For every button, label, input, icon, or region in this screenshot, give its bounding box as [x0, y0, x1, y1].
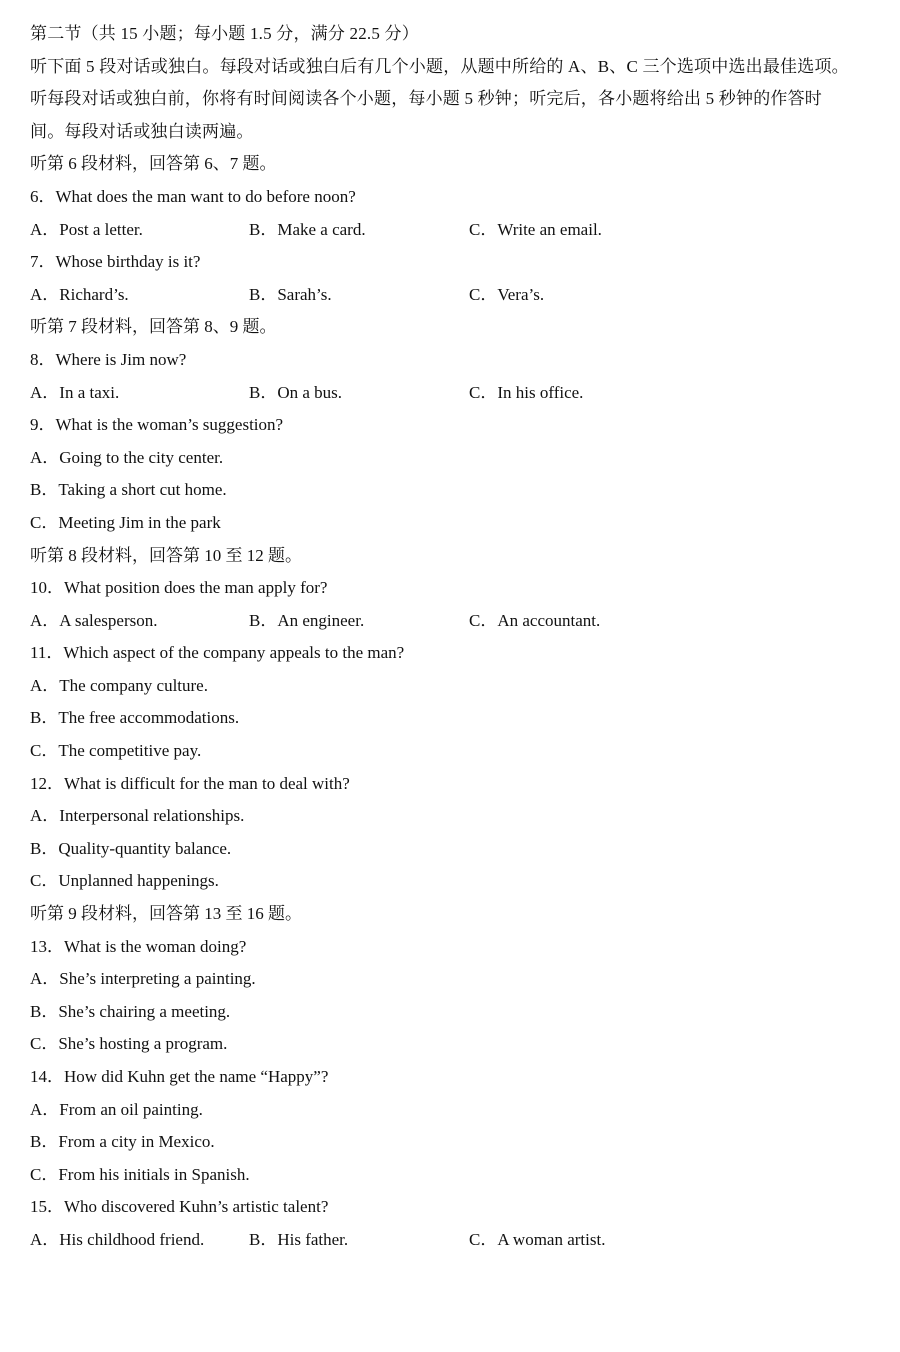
question-10-option-c[interactable]: C．An accountant.	[469, 610, 601, 630]
question-6-options	[30, 214, 880, 247]
question-15-option-b[interactable]: B．His father.	[249, 1229, 349, 1249]
question-9-option-c[interactable]: C．Meeting Jim in the park	[30, 512, 221, 532]
group-heading-8: 听第 8 段材料，回答第 10 至 12 题。	[30, 545, 302, 565]
question-6-option-c[interactable]: C．Write an email.	[469, 219, 602, 239]
instructions-line-1: 听下面 5 段对话或独白。每段对话或独白后有几个小题，从题中所给的 A、B、C 三个选项中选出最佳选项。	[30, 56, 849, 76]
question-15-stem: 15．Who discovered Kuhn’s artistic talent?	[30, 1197, 329, 1217]
instructions-line-3: 间。每段对话或独白读两遍。	[30, 121, 254, 141]
question-8-option-c[interactable]: C．In his office.	[469, 382, 584, 402]
question-12-option-a[interactable]: A．Interpersonal relationships.	[30, 806, 245, 826]
question-15-option-c[interactable]: C．A woman artist.	[469, 1229, 606, 1249]
question-12-option-c[interactable]: C．Unplanned happenings.	[30, 871, 219, 891]
question-13-stem: 13．What is the woman doing?	[30, 936, 247, 956]
group-heading-9: 听第 9 段材料，回答第 13 至 16 题。	[30, 904, 302, 924]
question-7-option-c[interactable]: C．Vera’s.	[469, 284, 545, 304]
question-6-option-b[interactable]: B．Make a card.	[249, 219, 366, 239]
question-13-option-c[interactable]: C．She’s hosting a program.	[30, 1034, 228, 1054]
question-6-option-a[interactable]: A．Post a letter.	[30, 219, 143, 239]
question-14-option-b[interactable]: B．From a city in Mexico.	[30, 1132, 215, 1152]
question-14-stem: 14．How did Kuhn get the name “Happy”?	[30, 1067, 329, 1086]
section-header: 第二节（共 15 小题；每小题 1.5 分，满分 22.5 分）	[30, 24, 419, 43]
question-7-option-a[interactable]: A．Richard’s.	[30, 284, 129, 304]
question-9-stem: 9．What is the woman’s suggestion?	[30, 415, 284, 435]
instructions-line-2: 听每段对话或独白前，你将有时间阅读各个小题，每小题 5 秒钟；听完后，各小题将给出 5 秒钟的作答时	[30, 89, 822, 109]
exam-page	[30, 18, 880, 1257]
question-7-option-b[interactable]: B．Sarah’s.	[249, 284, 332, 304]
question-8-option-b[interactable]: B．On a bus.	[249, 382, 343, 402]
question-10-options	[30, 605, 880, 638]
question-13-option-b[interactable]: B．She’s chairing a meeting.	[30, 1001, 231, 1021]
question-12-option-b[interactable]: B．Quality-quantity balance.	[30, 838, 232, 858]
question-12-stem: 12．What is difficult for the man to deal with?	[30, 773, 350, 793]
question-6-stem: 6．What does the man want to do before noon?	[30, 186, 356, 206]
question-14-option-a[interactable]: A．From an oil painting.	[30, 1099, 203, 1119]
question-7-options	[30, 279, 880, 312]
question-9-option-a[interactable]: A．Going to the city center.	[30, 447, 224, 467]
question-9-option-b[interactable]: B．Taking a short cut home.	[30, 480, 227, 500]
question-11-option-c[interactable]: C．The competitive pay.	[30, 741, 202, 761]
question-8-stem: 8．Where is Jim now?	[30, 349, 187, 369]
question-15-option-a[interactable]: A．His childhood friend.	[30, 1229, 205, 1249]
question-7-stem: 7．Whose birthday is it?	[30, 252, 201, 272]
group-heading-7: 听第 7 段材料，回答第 8、9 题。	[30, 317, 277, 337]
question-10-option-a[interactable]: A．A salesperson.	[30, 610, 158, 630]
question-14-option-c[interactable]: C．From his initials in Spanish.	[30, 1164, 250, 1184]
question-11-stem: 11．Which aspect of the company appeals to the man?	[30, 643, 405, 663]
question-15-options	[30, 1224, 880, 1257]
question-13-option-a[interactable]: A．She’s interpreting a painting.	[30, 969, 256, 989]
question-10-option-b[interactable]: B．An engineer.	[249, 610, 365, 630]
question-11-option-b[interactable]: B．The free accommodations.	[30, 708, 240, 728]
question-8-options	[30, 377, 880, 410]
group-heading-6: 听第 6 段材料，回答第 6、7 题。	[30, 154, 277, 174]
question-10-stem: 10．What position does the man apply for?	[30, 578, 328, 598]
question-8-option-a[interactable]: A．In a taxi.	[30, 382, 120, 402]
question-11-option-a[interactable]: A．The company culture.	[30, 675, 208, 695]
